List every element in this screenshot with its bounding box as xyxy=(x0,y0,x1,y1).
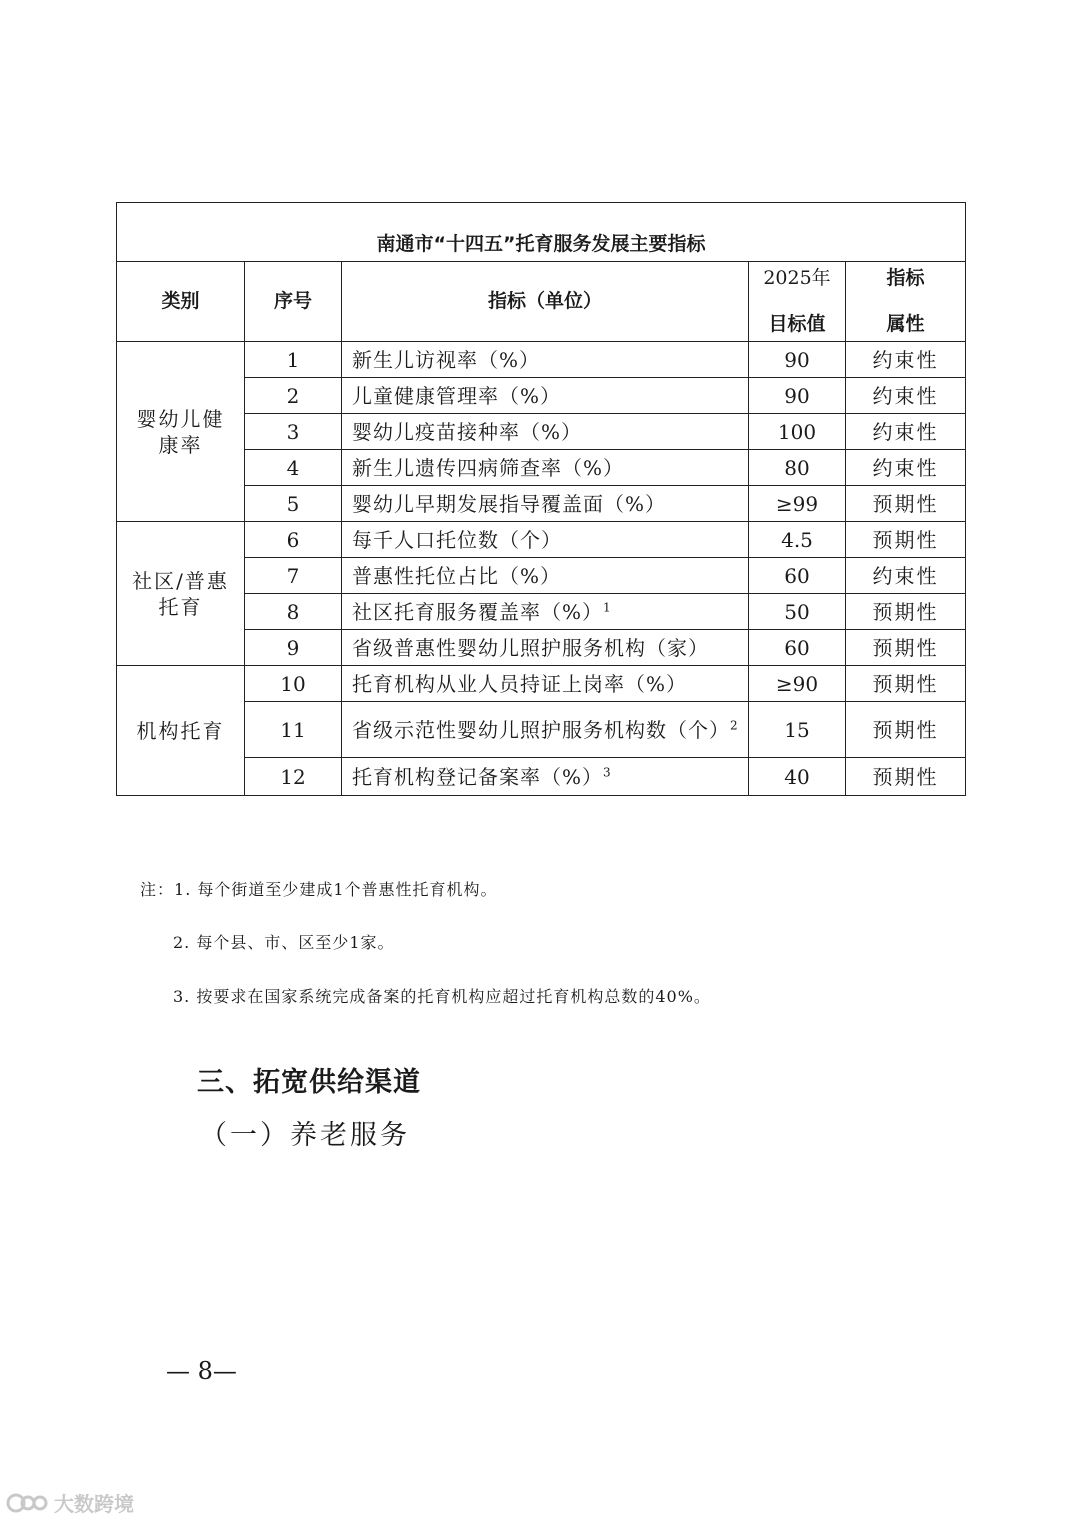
header-target-line2: 目标值 xyxy=(768,313,826,336)
seq-cell: 11 xyxy=(245,702,342,758)
note-1-text: 1. 每个街道至少建成1个普惠性托育机构。 xyxy=(174,880,498,899)
indicator-cell xyxy=(342,342,749,378)
header-target xyxy=(749,262,846,342)
footnote-marker: 2 xyxy=(730,717,739,732)
target-cell: 60 xyxy=(749,630,846,666)
table-row xyxy=(117,594,966,630)
indicator-text: 省级示范性婴幼儿照护服务机构数（个） xyxy=(352,717,730,742)
header-attr-line1: 指标 xyxy=(886,267,925,289)
category-cell xyxy=(117,666,245,796)
footnote-marker: 1 xyxy=(603,599,612,614)
table-row xyxy=(117,450,966,486)
indicator-cell xyxy=(342,450,749,486)
header-target-line1: 2025年 xyxy=(763,267,831,289)
target-cell: 100 xyxy=(749,414,846,450)
attr-cell: 约束性 xyxy=(846,414,966,450)
indicator-text: 新生儿遗传四病筛查率（%） xyxy=(352,455,625,480)
attr-cell: 约束性 xyxy=(846,558,966,594)
target-cell: 60 xyxy=(749,558,846,594)
note-1 xyxy=(140,877,498,900)
indicator-cell xyxy=(342,758,749,796)
seq-cell: 8 xyxy=(245,594,342,630)
seq-cell: 1 xyxy=(245,342,342,378)
seq-cell: 12 xyxy=(245,758,342,796)
category-line2: 托育 xyxy=(158,594,203,619)
target-cell: 40 xyxy=(749,758,846,796)
category-line1: 机构托育 xyxy=(136,718,225,743)
attr-cell: 预期性 xyxy=(846,594,966,630)
attr-cell: 预期性 xyxy=(846,522,966,558)
seq-cell: 4 xyxy=(245,450,342,486)
indicators-table xyxy=(116,202,966,796)
section-heading: 三、拓宽供给渠道 xyxy=(197,1067,421,1098)
subsection-heading: （一）养老服务 xyxy=(200,1120,410,1151)
page-number: — 8— xyxy=(166,1357,237,1385)
table-row xyxy=(117,378,966,414)
header-attr xyxy=(846,262,966,342)
header-category: 类别 xyxy=(117,262,245,342)
seq-cell: 5 xyxy=(245,486,342,522)
table-row xyxy=(117,522,966,558)
category-cell xyxy=(117,522,245,666)
target-cell: 80 xyxy=(749,450,846,486)
target-cell: 50 xyxy=(749,594,846,630)
attr-cell: 预期性 xyxy=(846,486,966,522)
indicator-cell xyxy=(342,522,749,558)
indicator-text: 普惠性托位占比（%） xyxy=(352,563,562,588)
indicator-text: 省级普惠性婴幼儿照护服务机构（家） xyxy=(352,635,709,660)
seq-cell: 6 xyxy=(245,522,342,558)
indicator-text: 新生儿访视率（%） xyxy=(352,347,541,372)
attr-cell: 约束性 xyxy=(846,450,966,486)
table-row xyxy=(117,630,966,666)
category-line2: 康率 xyxy=(158,432,203,457)
attr-cell: 预期性 xyxy=(846,702,966,758)
table-row xyxy=(117,702,966,758)
target-cell: 90 xyxy=(749,342,846,378)
header-seq: 序号 xyxy=(245,262,342,342)
table-title: 南通市“十四五”托育服务发展主要指标 xyxy=(117,203,966,262)
table-row xyxy=(117,414,966,450)
target-cell: ≥99 xyxy=(749,486,846,522)
indicator-cell xyxy=(342,594,749,630)
category-line1: 婴幼儿健 xyxy=(136,406,225,431)
header-indicator: 指标（单位） xyxy=(342,262,749,342)
indicator-text: 每千人口托位数（个） xyxy=(352,527,562,552)
indicator-cell xyxy=(342,558,749,594)
watermark-text: 大数跨境 xyxy=(54,1492,134,1516)
watermark xyxy=(6,1488,134,1517)
header-attr-line2: 属性 xyxy=(886,313,925,336)
table-row xyxy=(117,758,966,796)
table-row xyxy=(117,558,966,594)
seq-cell: 9 xyxy=(245,630,342,666)
note-2: 2. 每个县、市、区至少1家。 xyxy=(173,933,395,952)
seq-cell: 3 xyxy=(245,414,342,450)
indicator-cell xyxy=(342,702,749,758)
table-row xyxy=(117,486,966,522)
indicator-text: 社区托育服务覆盖率（%） xyxy=(352,599,604,624)
attr-cell: 预期性 xyxy=(846,666,966,702)
attr-cell: 预期性 xyxy=(846,630,966,666)
indicator-cell xyxy=(342,630,749,666)
category-line1: 社区/普惠 xyxy=(132,568,229,593)
target-cell: ≥90 xyxy=(749,666,846,702)
table-row xyxy=(117,342,966,378)
indicator-text: 儿童健康管理率（%） xyxy=(352,383,562,408)
attr-cell: 预期性 xyxy=(846,758,966,796)
attr-cell: 约束性 xyxy=(846,342,966,378)
seq-cell: 7 xyxy=(245,558,342,594)
target-cell: 4.5 xyxy=(749,522,846,558)
seq-cell: 10 xyxy=(245,666,342,702)
indicator-text: 婴幼儿早期发展指导覆盖面（%） xyxy=(352,491,667,516)
indicator-cell xyxy=(342,414,749,450)
watermark-logo-icon xyxy=(6,1491,50,1515)
indicator-cell xyxy=(342,486,749,522)
target-cell: 15 xyxy=(749,702,846,758)
table-row xyxy=(117,666,966,702)
indicator-text: 托育机构登记备案率（%） xyxy=(352,764,604,789)
notes-label: 注： xyxy=(140,880,175,899)
indicator-cell xyxy=(342,378,749,414)
indicator-text: 托育机构从业人员持证上岗率（%） xyxy=(352,671,688,696)
category-cell xyxy=(117,342,245,522)
seq-cell: 2 xyxy=(245,378,342,414)
note-3: 3. 按要求在国家系统完成备案的托育机构应超过托育机构总数的40%。 xyxy=(173,987,711,1006)
target-cell: 90 xyxy=(749,378,846,414)
footnote-marker: 3 xyxy=(603,764,612,779)
indicator-cell xyxy=(342,666,749,702)
indicator-text: 婴幼儿疫苗接种率（%） xyxy=(352,419,583,444)
attr-cell: 约束性 xyxy=(846,378,966,414)
